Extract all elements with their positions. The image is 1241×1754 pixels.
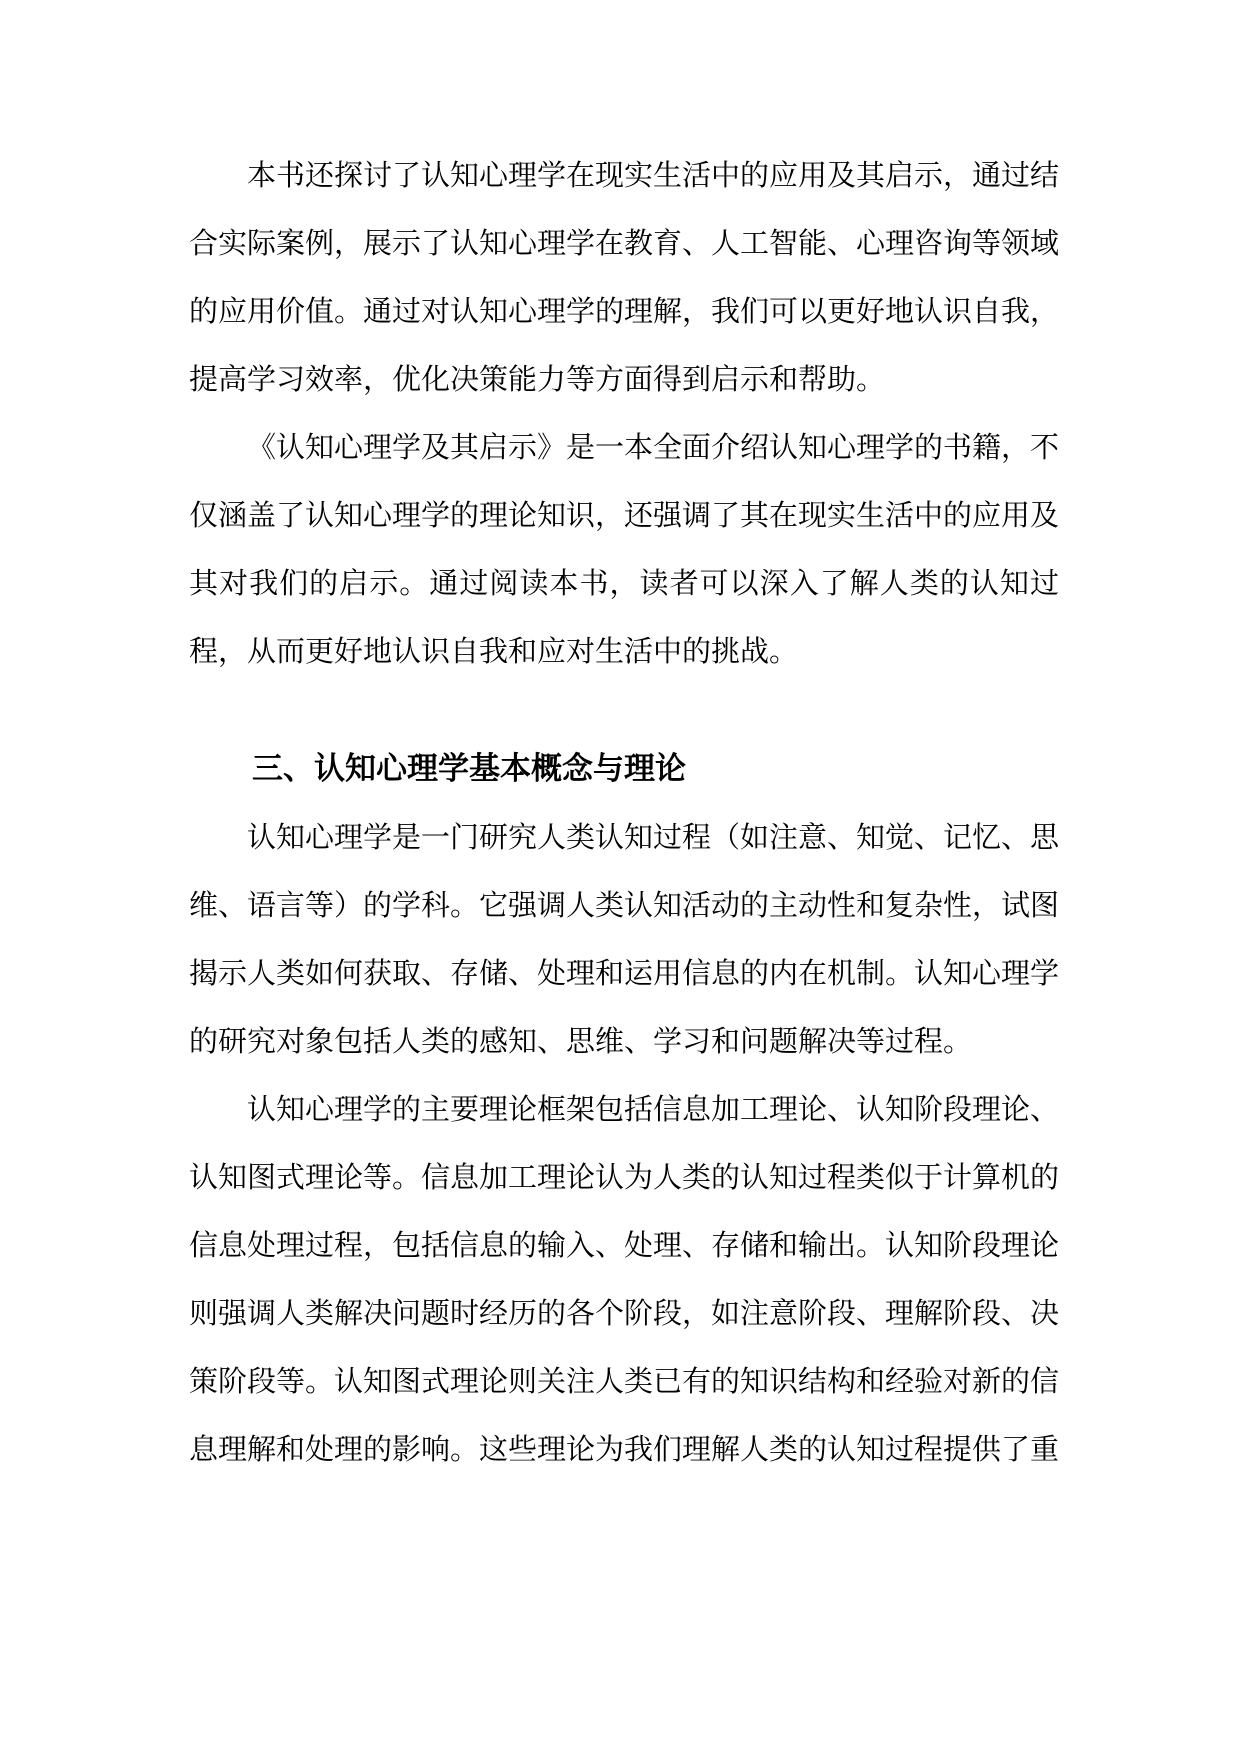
page-content [189, 141, 1059, 1483]
paragraph-book-applications: 本书还探讨了认知心理学在现实生活中的应用及其启示，通过结合实际案例，展示了认知心理学在教育、人工智能、心理咨询等领域的应用价值。通过对认知心理学的理解，我们可以更好地认识自我，提高学习效率，优化决策能力等方面得到启示和帮助。 [189, 158, 1060, 396]
paragraph-theories: 认知心理学的主要理论框架包括信息加工理论、认知阶段理论、认知图式理论等。信息加工理论认为人类的认知过程类似于计算机的信息处理过程，包括信息的输入、处理、存储和输出。认知阶段理论则强调人类解决问题时经历的各个阶段，如注意阶段、理解阶段、决策阶段等。认知图式理论则关注人类已有的知识结构和经验对新的信息理解和处理的影响。这些理论为我们理解人类的认知过程提供了重 [189, 1092, 1060, 1466]
paragraph-definition: 认知心理学是一门研究人类认知过程（如注意、知觉、记忆、思维、语言等）的学科。它强调人类认知活动的主动性和复杂性，试图揭示人类如何获取、存储、处理和运用信息的内在机制。认知心理学的研究对象包括人类的感知、思维、学习和问题解决等过程。 [189, 820, 1060, 1058]
paragraph-book-summary: 《认知心理学及其启示》是一本全面介绍认知心理学的书籍，不仅涵盖了认知心理学的理论知识，还强调了其在现实生活中的应用及其对我们的启示。通过阅读本书，读者可以深入了解人类的认知过程，从而更好地认识自我和应对生活中的挑战。 [189, 430, 1060, 668]
section-heading: 三、认知心理学基本概念与理论 [252, 751, 686, 787]
